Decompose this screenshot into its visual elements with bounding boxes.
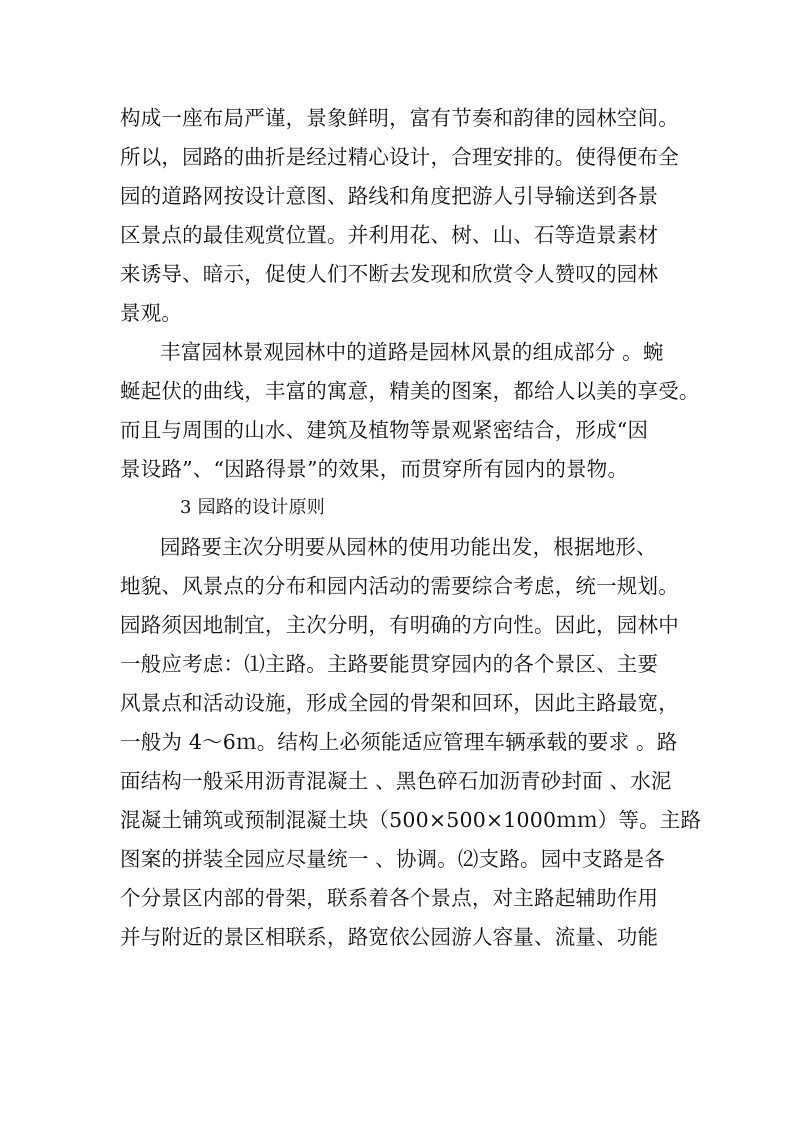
text-line-20: 图案的拼装全园应尽量统一 、协调。⑵支路。园中支路是各 [120,847,665,871]
text-line-6: 景观。 [120,301,183,325]
text-line-1: 构成一座布局严谨，景象鲜明，富有节奏和韵律的园林空间。 [120,106,679,130]
text-line-9: 而且与周围的山水、建筑及植物等景观紧密结合，形成“因 [120,418,649,442]
text-line-8: 蜒起伏的曲线，丰富的寓意，精美的图案，都给人以美的享受。 [120,379,700,403]
text-line-22: 并与附近的景区相联系，路宽依公园游人容量、流量、功能 [120,925,659,949]
text-line-10: 景设路”、“因路得景”的效果，而贯穿所有园内的景物。 [120,457,629,481]
text-line-21: 个分景区内部的骨架，联系着各个景点，对主路起辅助作用 [120,886,659,910]
text-line-17: 一般为 4～6ｍ。结构上必须能适应管理车辆承载的要求 。路 [120,730,678,754]
text-line-13: 地貌、风景点的分布和园内活动的需要综合考虑，统一规划。 [120,574,679,598]
text-line-5: 来诱导、暗示，促使人们不断去发现和欣赏令人赞叹的园林 [120,262,659,286]
text-line-19: 混凝土铺筑或预制混凝土块（500×500×1000ｍｍ）等。主路 [120,808,702,832]
text-line-18: 面结构一般采用沥青混凝土 、黑色碎石加沥青砂封面 、水泥 [120,769,672,793]
text-line-4: 区景点的最佳观赏位置。并利用花、树、山、石等造景素材 [120,223,659,247]
text-line-15: 一般应考虑：⑴主路。主路要能贯穿园内的各个景区、主要 [120,652,659,676]
section-heading: 3 园路的设计原则 [180,497,325,518]
text-line-2: 所以，园路的曲折是经过精心设计，合理安排的。使得便布全 [120,145,679,169]
text-line-7: 丰富园林景观园林中的道路是园林风景的组成部分 。蜿 [160,340,664,364]
text-line-12: 园路要主次分明要从园林的使用功能出发，根据地形、 [160,535,657,559]
text-line-3: 园的道路网按设计意图、路线和角度把游人引导输送到各景 [120,184,659,208]
text-line-16: 风景点和活动设施，形成全园的骨架和回环，因此主路最宽， [120,691,679,715]
text-line-14: 园路须因地制宜，主次分明，有明确的方向性。因此，园林中 [120,613,679,637]
